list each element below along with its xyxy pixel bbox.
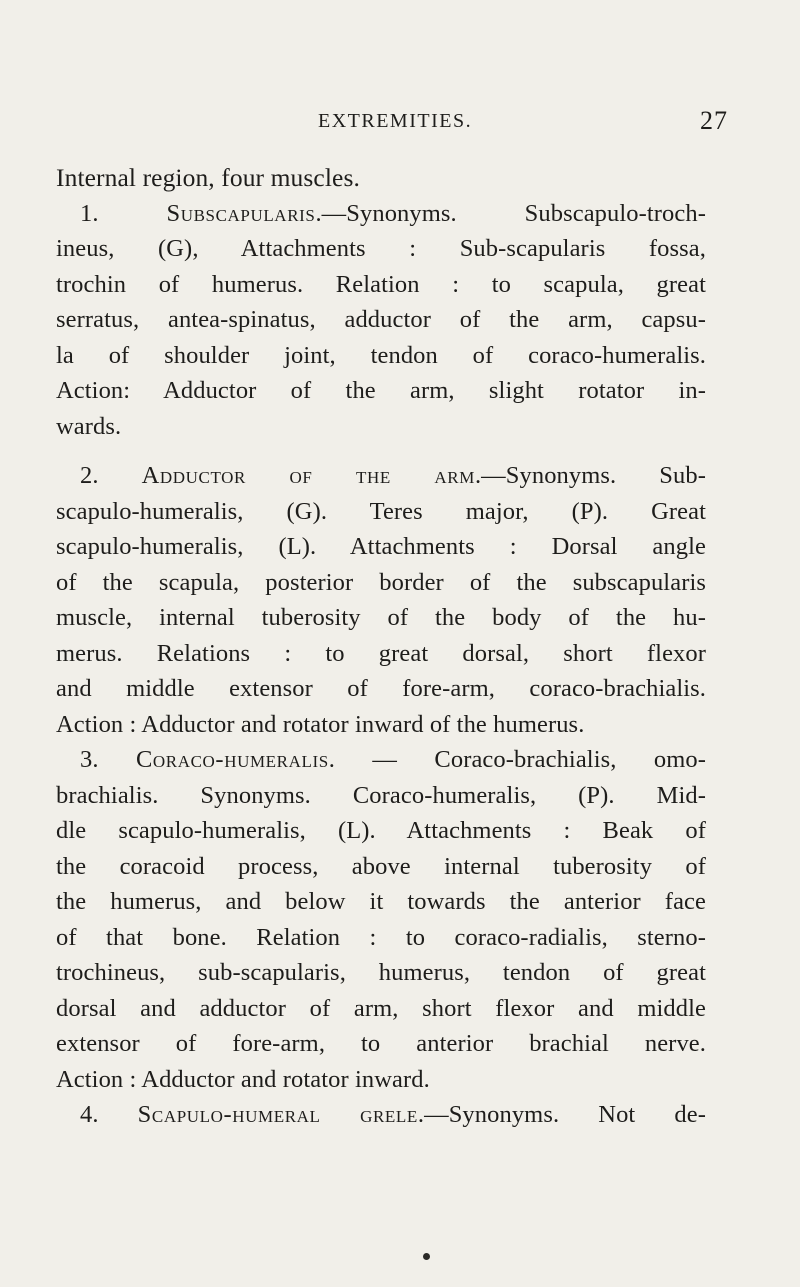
text-line: brachialis. Synonyms. Coraco-humeralis, (P). Mid-: [56, 781, 706, 809]
text-line: trochin of humerus. Relation : to scapula, great: [56, 270, 706, 298]
paragraph-adductor-of-arm: [56, 458, 706, 742]
text-line: trochineus, sub-scapularis, humerus, tendon of great: [56, 959, 706, 986]
text-line: Action : Adductor and rotator inward.: [56, 1065, 430, 1093]
line-text: .—Synonyms. Sub-: [474, 462, 706, 489]
body-text: [56, 160, 706, 1133]
ink-dot-ornament: [423, 1253, 430, 1260]
paragraph-subscapularis: [56, 196, 706, 445]
entry-number: 1.: [80, 199, 99, 227]
text-line: Action: Adductor of the arm, slight rotator in-: [56, 377, 706, 404]
text-line: of that bone. Relation : to coraco-radialis, sterno-: [56, 923, 706, 951]
text-line: the coracoid process, above internal tuberosity of: [56, 852, 706, 880]
text-line: merus. Relations : to great dorsal, short flexor: [56, 639, 706, 667]
paragraph-first-line: [56, 742, 706, 778]
muscle-name: Subscapularis: [166, 199, 316, 227]
running-head: [0, 106, 800, 140]
section-heading: Internal region, four muscles.: [56, 163, 360, 192]
muscle-name: Scapulo-humeral grele: [137, 1101, 418, 1128]
text-line: and middle extensor of fore-arm, coraco-brachialis.: [56, 675, 706, 702]
text-line: of the scapula, posterior border of the subscapularis: [56, 568, 706, 596]
text-line: scapulo-humeralis, (G). Teres major, (P). Great: [56, 497, 706, 525]
text-line: la of shoulder joint, tendon of coraco-humeralis.: [56, 341, 706, 369]
text-line: scapulo-humeralis, (L). Attachments : Dorsal angle: [56, 533, 706, 560]
text-line: the humerus, and below it towards the anterior face: [56, 888, 706, 915]
text-line: dorsal and adductor of arm, short flexor and middle: [56, 994, 706, 1022]
paragraph-first-line: [56, 1097, 706, 1133]
text-line: extensor of fore-arm, to anterior brachial nerve.: [56, 1030, 706, 1057]
paragraph-scapulo-humeral-grele: [56, 1097, 706, 1133]
page-number: 27: [700, 106, 728, 135]
muscle-name: Adductor of the arm: [141, 462, 475, 489]
text-line: Action : Adductor and rotator inward of the humerus.: [56, 710, 585, 738]
text-line: serratus, antea-spinatus, adductor of the arm, capsu-: [56, 306, 706, 333]
running-title: EXTREMITIES.: [318, 110, 473, 132]
entry-number: 4.: [80, 1101, 99, 1128]
entry-number: 2.: [80, 462, 99, 489]
paragraph-first-line: [56, 458, 706, 494]
text-line: ineus, (G), Attachments : Sub-scapularis fossa,: [56, 235, 706, 262]
text-line: dle scapulo-humeralis, (L). Attachments : Beak of: [56, 817, 706, 844]
paragraph-gap: [56, 444, 706, 458]
text-line: muscle, internal tuberosity of the body of the hu-: [56, 604, 706, 631]
line-text: . — Coraco-brachialis, omo-: [328, 746, 706, 773]
entry-number: 3.: [80, 746, 99, 773]
paragraph-coraco-humeralis: [56, 742, 706, 1097]
paragraph-first-line: [56, 196, 706, 232]
line-text: .—Synonyms. Not de-: [417, 1101, 706, 1128]
muscle-name: Coraco-humeralis: [135, 746, 329, 773]
line-text: .—Synonyms. Subscapulo-troch-: [315, 199, 706, 227]
text-line: wards.: [56, 412, 122, 440]
